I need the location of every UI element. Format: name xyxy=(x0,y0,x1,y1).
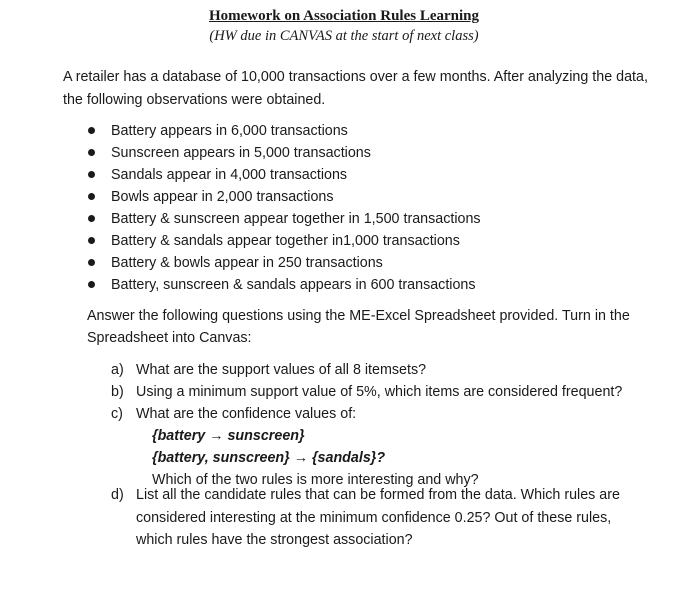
rule-battery-sunscreen: {battery → sunscreen} xyxy=(152,428,305,444)
observation-text: Battery & bowls appear in 250 transactions xyxy=(111,255,383,271)
question-b-text: Using a minimum support value of 5%, which items are considered frequent? xyxy=(136,384,623,400)
list-item xyxy=(86,252,481,274)
bullet-icon xyxy=(88,215,95,222)
bullet-icon xyxy=(88,193,95,200)
observation-text: Bowls appear in 2,000 transactions xyxy=(111,189,334,205)
rule-battery-sunscreen-sandals: {battery, sunscreen} → {sandals}? xyxy=(152,450,386,466)
question-c-followup: Which of the two rules is more interesting and why? xyxy=(152,472,479,488)
observations-list xyxy=(86,120,481,296)
list-item xyxy=(86,230,481,252)
observation-text: Battery, sunscreen & sandals appears in 600 transactions xyxy=(111,277,476,293)
bullet-icon xyxy=(88,171,95,178)
question-letter: d) xyxy=(111,487,124,503)
bullet-icon xyxy=(88,259,95,266)
question-letter: c) xyxy=(111,406,123,422)
question-c-text: What are the confidence values of: xyxy=(136,406,357,422)
list-item xyxy=(86,120,481,142)
bullet-icon xyxy=(88,149,95,156)
bullet-icon xyxy=(88,237,95,244)
question-letter: a) xyxy=(111,362,124,378)
observation-text: Battery & sunscreen appear together in 1,500 transactions xyxy=(111,211,481,227)
list-item xyxy=(86,208,481,230)
question-a-text: What are the support values of all 8 itemsets? xyxy=(136,362,427,378)
bullet-icon xyxy=(88,281,95,288)
question-d-text: List all the candidate rules that can be formed from the data. Which rules are considered interesting at the minimum confidence 0.25? Out of these rules, which rules have the strongest association? xyxy=(136,487,620,548)
list-item xyxy=(86,142,481,164)
instructions-paragraph: Answer the following questions using the ME-Excel Spreadsheet provided. Turn in the Spreadsheet into Canvas: xyxy=(87,308,630,346)
list-item xyxy=(86,164,481,186)
observation-text: Battery & sandals appear together in1,000 transactions xyxy=(111,233,460,249)
document-title: Homework on Association Rules Learning xyxy=(208,8,479,24)
list-item xyxy=(86,274,481,296)
bullet-icon xyxy=(88,127,95,134)
intro-paragraph: A retailer has a database of 10,000 transactions over a few months. After analyzing the data, the following observations were obtained. xyxy=(63,69,648,108)
document-subtitle: (HW due in CANVAS at the start of next class) xyxy=(209,28,479,44)
observation-text: Sunscreen appears in 5,000 transactions xyxy=(111,145,371,161)
observation-text: Sandals appear in 4,000 transactions xyxy=(111,167,348,183)
observation-text: Battery appears in 6,000 transactions xyxy=(111,123,348,139)
question-letter: b) xyxy=(111,384,124,400)
list-item xyxy=(86,186,481,208)
